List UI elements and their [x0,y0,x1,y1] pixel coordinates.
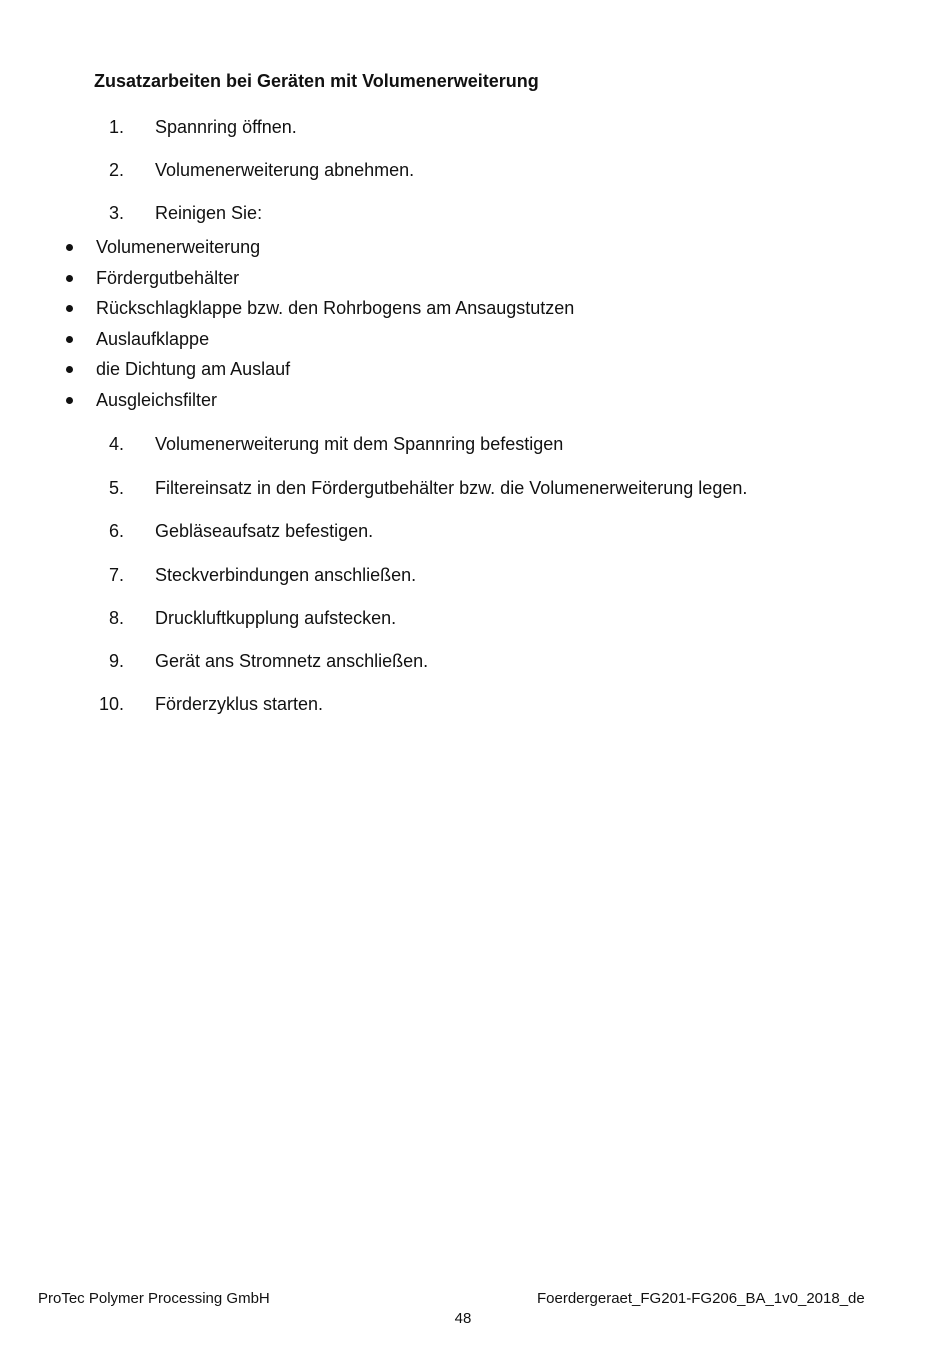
bullet-text: Volumenerweiterung [96,237,261,257]
step-text: Spannring öffnen. [155,117,297,137]
step-text: Gebläseaufsatz befestigen. [155,521,374,541]
step-text: Reinigen Sie: [155,203,263,223]
bullet-icon [66,397,73,404]
step-text: Volumenerweiterung mit dem Spannring befestigen [155,434,564,454]
step-text: Filtereinsatz in den Fördergutbehälter bzw. die Volumenerweiterung legen. [155,478,748,498]
step-number: 4. [108,434,124,454]
step-number: 8. [108,608,124,628]
bullet-icon [66,244,73,251]
section-heading: Zusatzarbeiten bei Geräten mit Volumenerweiterung [94,71,539,91]
bullet-text: Fördergutbehälter [96,268,240,288]
page-number: 48 [454,1310,472,1327]
step-text: Druckluftkupplung aufstecken. [155,608,397,628]
step-number: 6. [108,521,124,541]
step-number: 2. [108,160,124,180]
step-number: 1. [108,117,124,137]
footer-document-id: Foerdergeraet_FG201-FG206_BA_1v0_2018_de [537,1290,865,1307]
bullet-text: Rückschlagklappe bzw. den Rohrbogens am Ansaugstutzen [96,298,575,318]
step-text: Förderzyklus starten. [155,694,324,714]
footer-company: ProTec Polymer Processing GmbH [38,1290,270,1307]
bullet-icon [66,275,73,282]
bullet-text: Auslaufklappe [96,329,210,349]
bullet-icon [66,336,73,343]
bullet-icon [66,366,73,373]
step-text: Steckverbindungen anschließen. [155,565,417,585]
step-number: 7. [108,565,124,585]
step-number: 3. [108,203,124,223]
step-number: 5. [108,478,124,498]
step-number: 10. [98,694,124,714]
step-text: Volumenerweiterung abnehmen. [155,160,415,180]
bullet-icon [66,305,73,312]
bullet-text: die Dichtung am Auslauf [96,359,291,379]
bullet-text: Ausgleichsfilter [96,390,218,410]
step-number: 9. [108,651,124,671]
step-text: Gerät ans Stromnetz anschließen. [155,651,429,671]
